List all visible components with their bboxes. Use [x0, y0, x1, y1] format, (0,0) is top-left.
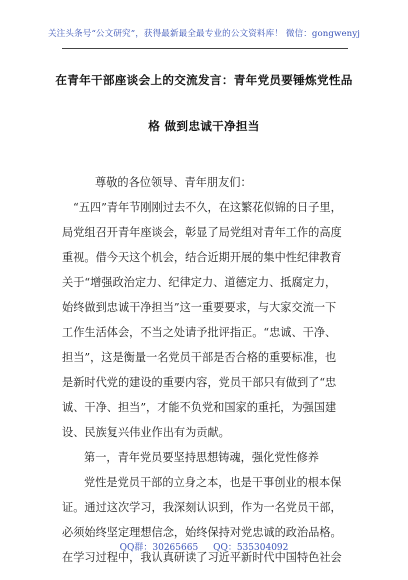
body-line: 必须始终坚定理想信念，始终保持对党忠诚的政治品格。	[62, 526, 342, 539]
document-title-line-1: 在青年干部座谈会上的交流发言：青年党员要锤炼党性品	[55, 73, 353, 87]
body-line: 局党组召开青年座谈会，彰显了局党组对青年工作的高度	[62, 226, 342, 239]
body-line: 设、民族复兴伟业作出有为贡献。	[62, 426, 230, 439]
footer-contact	[0, 540, 408, 553]
footer-qq-group: QQ群：30265665	[119, 543, 199, 553]
section-heading: 第一，青年党员要坚持思想铸魂，强化党性修养	[84, 451, 319, 464]
body-line: 始终做到忠诚干净担当”这一重要要求，与大家交流一下	[62, 301, 337, 314]
body-line: 证。通过这次学习，我深刻认识到，作为一名党员干部，	[62, 501, 342, 514]
footer-qq: QQ：535304092	[213, 543, 289, 553]
document-title-line-2: 格 做到忠诚干净担当	[148, 119, 260, 133]
body-line: 关于“增强政治定力、纪律定力、道德定力、抵腐定力，	[62, 276, 337, 289]
body-line: “五四”青年节刚刚过去不久，在这繁花似锦的日子里，	[73, 201, 342, 214]
body-line: 党性是党员干部的立身之本，也是干事创业的根本保	[84, 476, 342, 489]
header-note: 关注头条号“公文研究”，获得最新最全最专业的公文资料库！ 微信：gongwenyj	[47, 29, 361, 39]
body-line: 在学习过程中，我认真研读了习近平新时代中国特色社会	[62, 551, 342, 564]
body-line: 诚、干净、担当”，才能不负党和国家的重托，为强国建	[62, 401, 337, 414]
body-line: 重视。借今天这个机会，结合近期开展的集中性纪律教育	[62, 251, 342, 264]
body-line: 是新时代党的建设的重要内容，党员干部只有做到了“忠	[62, 376, 337, 389]
body-line: 工作生活体会，不当之处请予批评指正。“忠诚、干净、	[62, 326, 337, 339]
header-divider	[62, 48, 348, 49]
body-line: 担当”，这是衡量一名党员干部是否合格的重要标准，也	[62, 351, 337, 364]
salutation: 尊敬的各位领导、青年朋友们：	[95, 176, 252, 189]
